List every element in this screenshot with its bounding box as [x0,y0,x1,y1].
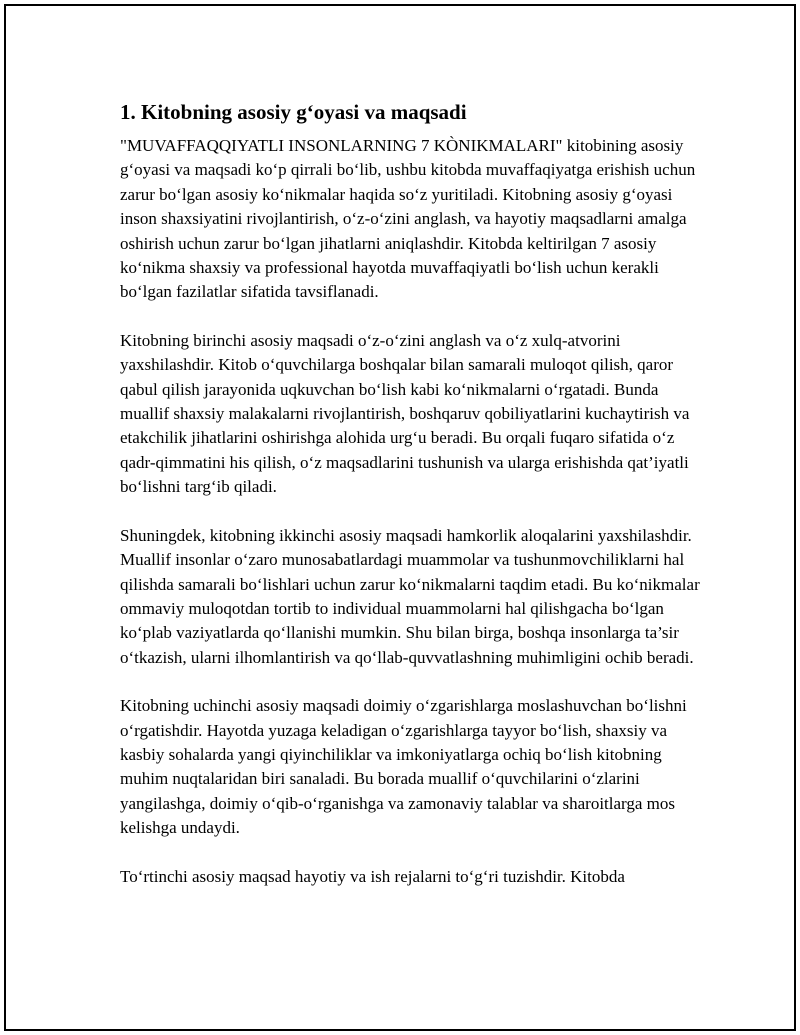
paragraph-first-goal: Kitobning birinchi asosiy maqsadi o‘z-o‘zini anglash va o‘z xulq-atvorini yaxshilashdir. Kitob o‘quvchilarga boshqalar bilan samarali muloqot qilish, qaror qabul qilish jarayonida uqkuvchan bo‘lish kabi ko‘nikmalarni o‘rgatadi. Bunda muallif shaxsiy malakalarni rivojlantirish, boshqaruv qobiliyatlarini kuchaytirish va etakchilik jihatlarini oshirishga alohida urg‘u beradi. Bu orqali fuqaro sifatida o‘z qadr-qimmatini his qilish, o‘z maqsadlarini tushunish va ularga erishishda qat’iyatli bo‘lishni targ‘ib qiladi. [120,330,690,497]
paragraph-fourth-goal: To‘rtinchi asosiy maqsad hayotiy va ish rejalarni to‘g‘ri tuzishdir. Kitobda [120,866,625,886]
document-body [120,98,702,913]
paragraph-second-goal: Shuningdek, kitobning ikkinchi asosiy maqsadi hamkorlik aloqalarini yaxshilashdir. Muallif insonlar o‘zaro munosabatlardagi muammolar va tushunmovchiliklarni hal qilishda samarali bo‘lishlari uchun zarur ko‘nikmalarni taqdim etadi. Bu ko‘nikmalar ommaviy muloqotdan tortib to individual muammolarni hal qilishgacha bo‘lgan ko‘plab vaziyatlarda qo‘llanishi mumkin. Shu bilan birga, boshqa insonlarga ta’sir o‘tkazish, ularni ilhomlantirish va qo‘llab-quvvatlashning muhimligini ochib beradi. [120,525,700,667]
paragraph-third-goal: Kitobning uchinchi asosiy maqsadi doimiy o‘zgarishlarga moslashuvchan bo‘lishni o‘rgatishdir. Hayotda yuzaga keladigan o‘zgarishlarga tayyor bo‘lish, shaxsiy va kasbiy sohalarda yangi qiyinchiliklar va imkoniyatlarga ochiq bo‘lish kitobning muhim nuqtalaridan biri sanaladi. Bu borada muallif o‘quvchilarini o‘zlarini yangilashga, doimiy o‘qib-o‘rganishga va zamonaviy talablar va sharoitlarga mos kelishga undaydi. [120,696,687,838]
document-page [4,4,796,1031]
paragraph-intro: "MUVAFFAQQIYATLI INSONLARNING 7 KÒNIKMALARI" kitobining asosiy g‘oyasi va maqsadi ko‘p qirrali bo‘lib, ushbu kitobda muvaffaqiyatga erishish uchun zarur bo‘lgan asosiy ko‘nikmalar haqida so‘z yuritiladi. Kitobning asosiy g‘oyasi inson shaxsiyatini rivojlantirish, o‘z-o‘zini anglash, va hayotiy maqsadlarni amalga oshirish uchun zarur bo‘lgan jihatlarni aniqlashdir. Kitobda keltirilgan 7 asosiy ko‘nikma shaxsiy va professional hayotda muvaffaqiyatli bo‘lish uchun kerakli bo‘lgan fazilatlar sifatida tavsiflanadi. [120,136,696,302]
section-heading: 1. Kitobning asosiy g‘oyasi va maqsadi [120,100,467,124]
